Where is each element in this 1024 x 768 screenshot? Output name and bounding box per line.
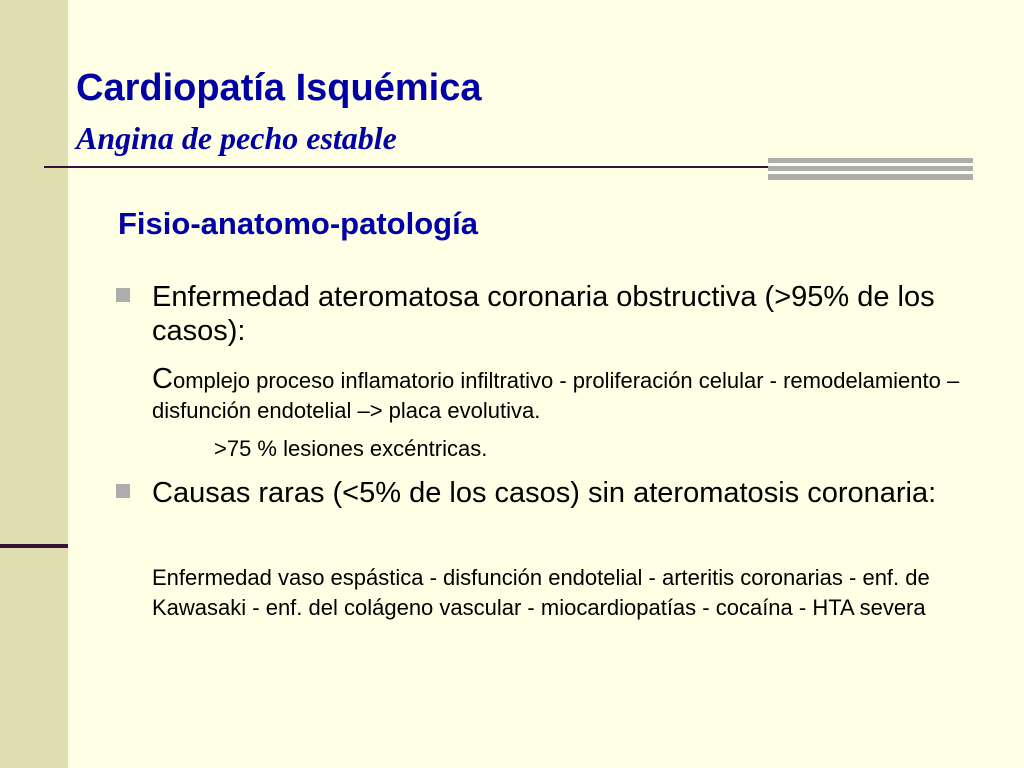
side-accent-line [0,544,68,548]
bullet-text-rare-causes: Causas raras (<5% de los casos) sin ateromatosis coronaria: [152,477,937,509]
bullet-text-obstructive: Enfermedad ateromatosa coronaria obstructiva (>95% de los casos): [152,281,935,347]
sub-detail-eccentric-lesions: >75 % lesiones excéntricas. [214,436,488,461]
detail-initial-letter: C [152,363,173,395]
bullet-detail-rare-causes: Enfermedad vaso espástica - disfunción endotelial - arteritis coronarias - enf. de Kawasaki - enf. del colágeno vascular - miocardiopatías - cocaína - HTA severa [152,565,930,620]
slide-title: Cardiopatía Isquémica [76,67,482,109]
side-band-decoration [0,0,68,768]
decorative-grey-bars [768,158,973,180]
detail-rest-text: omplejo proceso inflamatorio infiltrativo - proliferación celular - remodelamiento – disfunción endotelial –> placa evolutiva. [152,368,960,423]
bullet-square-icon [116,288,130,302]
bullet-square-icon [116,484,130,498]
title-divider [44,166,768,168]
bullet-detail-obstructive [152,364,972,426]
slide-subtitle: Angina de pecho estable [76,120,397,156]
section-heading: Fisio-anatomo-patología [118,206,478,241]
